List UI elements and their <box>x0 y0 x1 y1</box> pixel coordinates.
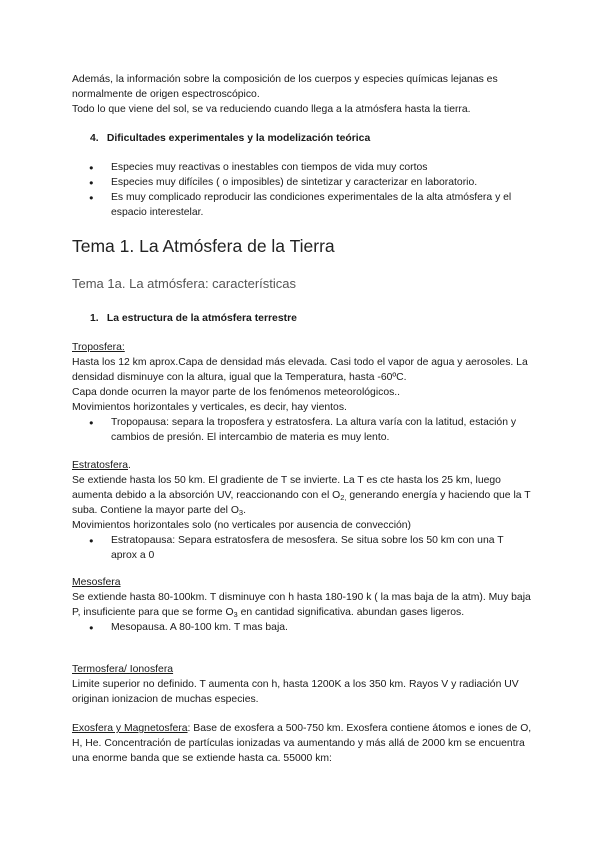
mesosfera-section <box>72 575 532 635</box>
exosfera-paragraph-1 <box>72 721 532 766</box>
mesosfera-text-b: en cantidad significativa. abundan gases ligeros. <box>237 607 465 618</box>
section-1-heading <box>90 311 550 326</box>
termosfera-paragraph-1: Limite superior no definido. T aumenta con h, hasta 1200K a los 350 km. Rayos V y radiación UV originan ionizacion de muchas especies. <box>72 679 519 705</box>
section-4-title: Dificultades experimentales y la modelización teórica <box>106 133 371 144</box>
exosfera-heading: Exosfera y Magnetosfera <box>72 723 188 734</box>
list-item: ● Especies muy difíciles ( o imposibles) de sintetizar y caracterizar en laboratorio. <box>72 175 532 190</box>
intro-paragraph-2: Todo lo que viene del sol, se va reduciendo cuando llega a la atmósfera hasta la tierra. <box>72 104 471 115</box>
estratosfera-heading: Estratosfera <box>72 460 129 471</box>
estratosfera-heading-period: . <box>128 460 131 471</box>
o3-subscript: 3 <box>233 610 238 619</box>
estratosfera-list <box>72 533 532 563</box>
intro <box>72 72 532 117</box>
o2-subscript: 2, <box>340 493 347 502</box>
list-item: ● Tropopausa: separa la troposfera y estratosfera. La altura varía con la latitud, estación y cambios de presión. El intercambio de materia es muy lento. <box>72 415 532 445</box>
exosfera-text: : Base de exosfera a 500-750 km. Exosfera contiene átomos e iones de O, H, He. Concentración de partículas ionizadas va aumentando y más allá de 2000 km se encuentra una enorme banda que se extiende hasta ca. 55000 km: <box>72 723 532 764</box>
estratosfera-paragraph-1 <box>72 473 532 518</box>
mesosfera-text-a: Se extiende hasta 80-100km. T disminuye con h hasta 180-190 k ( la mas baja de la atm). Muy baja P, insuficiente para que se forme O <box>72 592 531 618</box>
estratosfera-paragraph-2: Movimientos horizontales solo (no verticales por ausencia de convección) <box>72 520 412 531</box>
estratosfera-section <box>72 458 532 563</box>
list-item: ● Estratopausa: Separa estratosfera de mesosfera. Se situa sobre los 50 km con una T aprox a 0 <box>72 533 532 563</box>
troposfera-list <box>72 415 532 445</box>
troposfera-paragraph-2: Capa donde ocurren la mayor parte de los fenómenos meteorológicos.. <box>72 387 401 398</box>
section-4-list <box>72 160 532 220</box>
intro-paragraph-1: Además, la información sobre la composición de los cuerpos y especies químicas lejanas es normalmente de origen espectroscópico. <box>72 74 498 100</box>
tema-1-title: Tema 1. La Atmósfera de la Tierra <box>72 236 335 256</box>
section-1-number: 1. <box>90 313 99 324</box>
termosfera-section <box>72 662 532 707</box>
section-1-title: La estructura de la atmósfera terrestre <box>106 313 297 324</box>
list-item: ● Mesopausa. A 80-100 km. T mas baja. <box>72 620 532 635</box>
troposfera-paragraph-3: Movimientos horizontales y verticales, es decir, hay vientos. <box>72 402 347 413</box>
termosfera-heading: Termosfera/ Ionosfera <box>72 664 174 675</box>
mesosfera-paragraph-1 <box>72 590 532 620</box>
mesosfera-heading: Mesosfera <box>72 577 121 588</box>
estratosfera-text-a: Se extiende hasta los 50 km. El gradiente de T se invierte. La T es cte hasta los 25 km, luego aumenta debido a la absorción UV, reaccionando con el O <box>72 475 501 501</box>
tema-1a-title: Tema 1a. La atmósfera: características <box>72 276 296 291</box>
list-item: ● Es muy complicado reproducir las condiciones experimentales de la alta atmósfera y el espacio interestelar. <box>72 190 532 220</box>
troposfera-paragraph-1: Hasta los 12 km aprox.Capa de densidad más elevada. Casi todo el vapor de agua y aerosoles. La densidad disminuye con la altura, igual que la Temperatura, hasta -60ºC. <box>72 357 528 383</box>
estratosfera-text-b: generando energía y haciendo que la T suba. Contiene la mayor parte del O <box>72 490 531 516</box>
mesosfera-list <box>72 620 532 635</box>
troposfera-section <box>72 340 532 445</box>
o3-subscript: 3 <box>238 508 244 517</box>
exosfera-section <box>72 721 532 766</box>
estratosfera-text-c: . <box>243 505 246 516</box>
section-4-number: 4. <box>90 133 99 144</box>
troposfera-heading: Troposfera: <box>72 342 125 353</box>
list-item: ● Especies muy reactivas o inestables con tiempos de vida muy cortos <box>72 160 532 175</box>
section-4-heading <box>90 131 550 146</box>
